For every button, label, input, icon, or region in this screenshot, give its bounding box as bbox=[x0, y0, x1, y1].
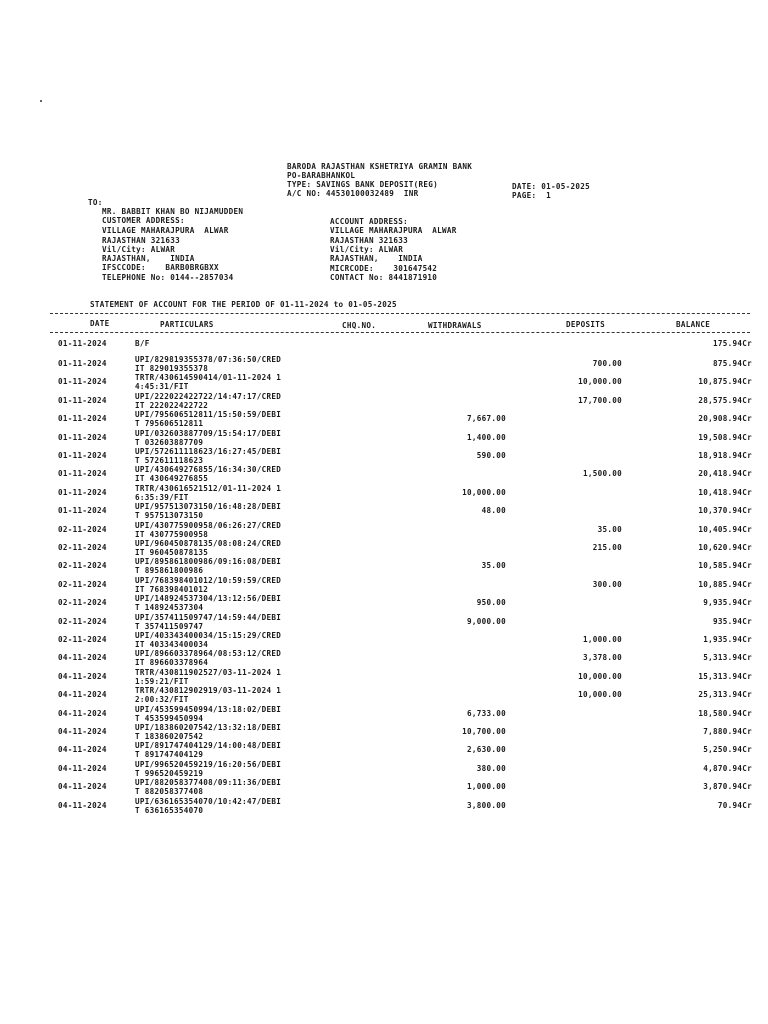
row-particulars-line1: UPI/829819355378/07:36:50/CRED bbox=[135, 355, 282, 364]
row-balance: 1,935.94Cr bbox=[703, 635, 752, 644]
row-particulars-line1: TRTR/430811902527/03-11-2024 1 bbox=[135, 667, 282, 677]
row-balance: 5,250.94Cr bbox=[703, 745, 752, 755]
ifsc-code: IFSCCODE: BARB0BRGBXX bbox=[102, 263, 219, 272]
account-number: A/C NO: 44530100032489 INR bbox=[287, 189, 419, 198]
customer-city: Vil/City: ALWAR bbox=[102, 245, 176, 254]
opening-balance: 175.94Cr bbox=[713, 339, 752, 348]
row-withdrawal: 10,000.00 bbox=[462, 487, 506, 497]
row-particulars-line2: 2:00:32/FIT bbox=[135, 695, 189, 705]
row-balance: 4,870.94Cr bbox=[703, 763, 752, 773]
row-withdrawal: 2,630.00 bbox=[467, 745, 506, 755]
col-particulars: PARTICULARS bbox=[160, 320, 214, 329]
row-date: 04-11-2024 bbox=[58, 671, 107, 681]
row-particulars-line1: UPI/882058377408/09:11:36/DEBI bbox=[135, 778, 282, 788]
row-withdrawal: 9,000.00 bbox=[467, 616, 506, 626]
row-deposit: 300.00 bbox=[592, 579, 622, 589]
row-deposit: 1,500.00 bbox=[583, 469, 622, 479]
row-particulars-line1: UPI/148924537304/13:12:56/DEBI bbox=[135, 594, 282, 604]
row-particulars-line2: T 148924537304 bbox=[135, 603, 204, 613]
row-particulars-line1: UPI/430649276855/16:34:30/CRED bbox=[135, 465, 282, 475]
col-chq-no: CHQ.NO. bbox=[342, 321, 377, 330]
row-particulars-line2: 4:45:31/FIT bbox=[135, 382, 189, 392]
row-withdrawal: 48.00 bbox=[481, 506, 506, 516]
row-date: 01-11-2024 bbox=[58, 359, 107, 368]
row-date: 02-11-2024 bbox=[58, 524, 107, 534]
row-particulars-line2: IT 222022422722 bbox=[135, 400, 209, 410]
table-row bbox=[0, 539, 768, 559]
row-withdrawal: 6,733.00 bbox=[467, 708, 506, 718]
row-balance: 3,870.94Cr bbox=[703, 782, 752, 792]
row-particulars-line1: UPI/768398401012/10:59:59/CRED bbox=[135, 575, 282, 585]
table-row bbox=[0, 557, 768, 577]
contact-number: CONTACT No: 8441871910 bbox=[330, 273, 438, 282]
row-deposit: 10,000.00 bbox=[578, 690, 622, 700]
row-particulars-line2: IT 430649276855 bbox=[135, 474, 209, 484]
row-particulars-line2: T 636165354070 bbox=[135, 805, 204, 815]
customer-name: MR. BABBIT KHAN BO NIJAMUDDEN bbox=[102, 207, 244, 216]
row-date: 04-11-2024 bbox=[58, 800, 107, 810]
row-particulars-line2: 1:59:21/FIT bbox=[135, 676, 189, 686]
row-withdrawal: 3,800.00 bbox=[467, 800, 506, 810]
account-address-line2: RAJASTHAN 321633 bbox=[330, 236, 408, 245]
row-particulars-line2: IT 403343400034 bbox=[135, 640, 209, 649]
statement-date: DATE: 01-05-2025 bbox=[512, 182, 590, 191]
row-date: 04-11-2024 bbox=[58, 653, 107, 663]
row-particulars-line2: T 957513073150 bbox=[135, 511, 204, 521]
row-withdrawal: 380.00 bbox=[476, 763, 506, 773]
customer-address-line2: RAJASTHAN 321633 bbox=[102, 236, 180, 245]
table-row bbox=[0, 447, 768, 467]
row-withdrawal: 1,000.00 bbox=[467, 782, 506, 792]
micr-code: MICRCODE: 301647542 bbox=[330, 264, 438, 273]
row-deposit: 700.00 bbox=[592, 359, 622, 368]
row-particulars-line1: UPI/960450878135/08:08:24/CRED bbox=[135, 539, 282, 548]
row-particulars-line2: T 996520459219 bbox=[135, 768, 204, 778]
row-particulars-line1: UPI/891747404129/14:00:48/DEBI bbox=[135, 741, 282, 751]
row-balance: 18,918.94Cr bbox=[698, 451, 752, 460]
row-particulars-line2: T 183860207542 bbox=[135, 732, 204, 741]
telephone: TELEPHONE No: 0144--2857034 bbox=[102, 273, 234, 282]
row-withdrawal: 1,400.00 bbox=[467, 432, 506, 442]
row-date: 04-11-2024 bbox=[58, 763, 107, 773]
row-deposit: 35.00 bbox=[597, 524, 622, 534]
opening-date: 01-11-2024 bbox=[58, 339, 107, 348]
row-particulars-line1: UPI/996520459219/16:20:56/DEBI bbox=[135, 759, 282, 769]
col-withdrawals: WITHDRAWALS bbox=[428, 321, 482, 330]
row-deposit: 10,000.00 bbox=[578, 671, 622, 681]
table-row bbox=[0, 484, 768, 504]
row-deposit: 10,000.00 bbox=[578, 377, 622, 387]
table-row bbox=[0, 723, 768, 743]
row-date: 01-11-2024 bbox=[58, 414, 107, 424]
row-particulars-line1: TRTR/430812902919/03-11-2024 1 bbox=[135, 686, 282, 696]
row-date: 04-11-2024 bbox=[58, 745, 107, 755]
row-particulars-line1: UPI/572611118623/16:27:45/DEBI bbox=[135, 447, 282, 456]
row-balance: 9,935.94Cr bbox=[703, 598, 752, 608]
customer-state: RAJASTHAN, INDIA bbox=[102, 254, 195, 263]
row-balance: 10,875.94Cr bbox=[698, 377, 752, 387]
row-particulars-line2: 6:35:39/FIT bbox=[135, 492, 189, 502]
divider-header bbox=[50, 332, 750, 333]
row-particulars-line1: UPI/222022422722/14:47:17/CRED bbox=[135, 391, 282, 401]
row-date: 04-11-2024 bbox=[58, 690, 107, 700]
row-balance: 5,313.94Cr bbox=[703, 653, 752, 663]
row-date: 02-11-2024 bbox=[58, 635, 107, 644]
row-balance: 20,908.94Cr bbox=[698, 414, 752, 424]
row-date: 02-11-2024 bbox=[58, 543, 107, 552]
row-balance: 10,405.94Cr bbox=[698, 524, 752, 534]
table-row bbox=[0, 760, 768, 780]
to-label: TO: bbox=[88, 198, 103, 207]
row-particulars-line2: IT 430775900958 bbox=[135, 529, 209, 539]
row-date: 04-11-2024 bbox=[58, 727, 107, 736]
row-withdrawal: 950.00 bbox=[476, 598, 506, 608]
row-balance: 10,418.94Cr bbox=[698, 487, 752, 497]
table-row bbox=[0, 429, 768, 449]
table-row bbox=[0, 521, 768, 541]
table-row bbox=[0, 649, 768, 669]
row-balance: 10,585.94Cr bbox=[698, 561, 752, 571]
row-withdrawal: 590.00 bbox=[476, 451, 506, 460]
row-balance: 10,885.94Cr bbox=[698, 579, 752, 589]
row-particulars-line1: UPI/957513073150/16:48:28/DEBI bbox=[135, 502, 282, 512]
row-date: 02-11-2024 bbox=[58, 616, 107, 626]
col-date: DATE bbox=[90, 319, 110, 328]
row-particulars-line2: T 895861800986 bbox=[135, 566, 204, 576]
opening-particulars: B/F bbox=[135, 339, 150, 348]
row-date: 01-11-2024 bbox=[58, 469, 107, 479]
row-date: 01-11-2024 bbox=[58, 432, 107, 442]
row-withdrawal: 10,700.00 bbox=[462, 727, 506, 736]
row-deposit: 1,000.00 bbox=[583, 635, 622, 644]
row-particulars-line1: UPI/636165354070/10:42:47/DEBI bbox=[135, 796, 282, 806]
table-row bbox=[0, 668, 768, 688]
table-row bbox=[0, 631, 768, 651]
row-balance: 7,880.94Cr bbox=[703, 727, 752, 736]
row-particulars-line1: UPI/430775900958/06:26:27/CRED bbox=[135, 520, 282, 530]
row-particulars-line2: IT 896603378964 bbox=[135, 658, 209, 668]
account-address-line1: VILLAGE MAHARAJPURA ALWAR bbox=[330, 226, 457, 235]
row-date: 02-11-2024 bbox=[58, 579, 107, 589]
row-particulars-line1: TRTR/430614590414/01-11-2024 1 bbox=[135, 373, 282, 383]
row-deposit: 215.00 bbox=[592, 543, 622, 552]
table-row bbox=[0, 797, 768, 817]
row-particulars-line1: UPI/896603378964/08:53:12/CRED bbox=[135, 649, 282, 659]
table-row bbox=[0, 705, 768, 725]
opening-balance-row bbox=[0, 335, 768, 355]
table-row bbox=[0, 613, 768, 633]
row-balance: 935.94Cr bbox=[713, 616, 752, 626]
row-particulars-line2: IT 960450878135 bbox=[135, 548, 209, 557]
table-row bbox=[0, 373, 768, 393]
account-city: Vil/City: ALWAR bbox=[330, 245, 404, 254]
row-particulars-line1: UPI/357411509747/14:59:44/DEBI bbox=[135, 612, 282, 622]
row-particulars-line2: T 572611118623 bbox=[135, 456, 204, 465]
table-row bbox=[0, 502, 768, 522]
account-state: RAJASTHAN, INDIA bbox=[330, 254, 423, 263]
customer-address-label: CUSTOMER ADDRESS: bbox=[102, 216, 185, 225]
row-date: 01-11-2024 bbox=[58, 487, 107, 497]
row-particulars-line2: T 453599450994 bbox=[135, 713, 204, 723]
row-balance: 875.94Cr bbox=[713, 359, 752, 368]
row-balance: 19,508.94Cr bbox=[698, 432, 752, 442]
row-balance: 28,575.94Cr bbox=[698, 395, 752, 405]
table-row bbox=[0, 576, 768, 596]
row-balance: 18,580.94Cr bbox=[698, 708, 752, 718]
row-particulars-line2: T 882058377408 bbox=[135, 787, 204, 797]
table-row bbox=[0, 778, 768, 798]
divider-top bbox=[50, 313, 750, 314]
row-balance: 10,620.94Cr bbox=[698, 543, 752, 552]
table-row bbox=[0, 465, 768, 485]
row-particulars-line2: T 032603887709 bbox=[135, 437, 204, 447]
row-balance: 70.94Cr bbox=[717, 800, 752, 810]
row-date: 02-11-2024 bbox=[58, 598, 107, 608]
customer-address-line1: VILLAGE MAHARAJPURA ALWAR bbox=[102, 226, 229, 235]
page-number: PAGE: 1 bbox=[512, 191, 551, 200]
row-particulars-line1: UPI/453599450994/13:18:02/DEBI bbox=[135, 704, 282, 714]
row-particulars-line2: IT 768398401012 bbox=[135, 584, 209, 594]
row-date: 01-11-2024 bbox=[58, 377, 107, 387]
row-withdrawal: 35.00 bbox=[481, 561, 506, 571]
row-particulars-line1: UPI/183860207542/13:32:18/DEBI bbox=[135, 723, 282, 732]
row-deposit: 17,700.00 bbox=[578, 395, 622, 405]
table-row bbox=[0, 392, 768, 412]
row-date: 04-11-2024 bbox=[58, 782, 107, 792]
row-date: 01-11-2024 bbox=[58, 395, 107, 405]
row-balance: 10,370.94Cr bbox=[698, 506, 752, 516]
col-balance: BALANCE bbox=[676, 320, 711, 329]
row-balance: 25,313.94Cr bbox=[698, 690, 752, 700]
row-particulars-line1: UPI/795606512811/15:50:59/DEBI bbox=[135, 410, 282, 420]
row-deposit: 3,378.00 bbox=[583, 653, 622, 663]
table-row bbox=[0, 355, 768, 375]
bank-branch: PO-BARABHANKOL bbox=[287, 171, 356, 180]
bank-name: BARODA RAJASTHAN KSHETRIYA GRAMIN BANK bbox=[287, 162, 473, 171]
table-row bbox=[0, 594, 768, 614]
table-row bbox=[0, 410, 768, 430]
row-particulars-line2: IT 829019355378 bbox=[135, 364, 209, 373]
row-date: 04-11-2024 bbox=[58, 708, 107, 718]
row-particulars-line1: UPI/895861800986/09:16:08/DEBI bbox=[135, 557, 282, 567]
row-date: 02-11-2024 bbox=[58, 561, 107, 571]
table-row bbox=[0, 741, 768, 761]
row-particulars-line1: TRTR/430616521512/01-11-2024 1 bbox=[135, 483, 282, 493]
speck bbox=[40, 100, 42, 102]
row-particulars-line1: UPI/403343400034/15:15:29/CRED bbox=[135, 631, 282, 640]
row-particulars-line2: T 795606512811 bbox=[135, 419, 204, 429]
row-balance: 20,418.94Cr bbox=[698, 469, 752, 479]
row-balance: 15,313.94Cr bbox=[698, 671, 752, 681]
row-particulars-line2: T 891747404129 bbox=[135, 750, 204, 760]
row-particulars-line1: UPI/032603887709/15:54:17/DEBI bbox=[135, 428, 282, 438]
account-type: TYPE: SAVINGS BANK DEPOSIT(REG) bbox=[287, 180, 439, 189]
col-deposits: DEPOSITS bbox=[566, 320, 605, 329]
statement-title: STATEMENT OF ACCOUNT FOR THE PERIOD OF 01-11-2024 to 01-05-2025 bbox=[90, 300, 397, 309]
row-particulars-line2: T 357411509747 bbox=[135, 621, 204, 631]
row-date: 01-11-2024 bbox=[58, 506, 107, 516]
row-date: 01-11-2024 bbox=[58, 451, 107, 460]
table-row bbox=[0, 686, 768, 706]
account-address-label: ACCOUNT ADDRESS: bbox=[330, 217, 408, 226]
row-withdrawal: 7,667.00 bbox=[467, 414, 506, 424]
